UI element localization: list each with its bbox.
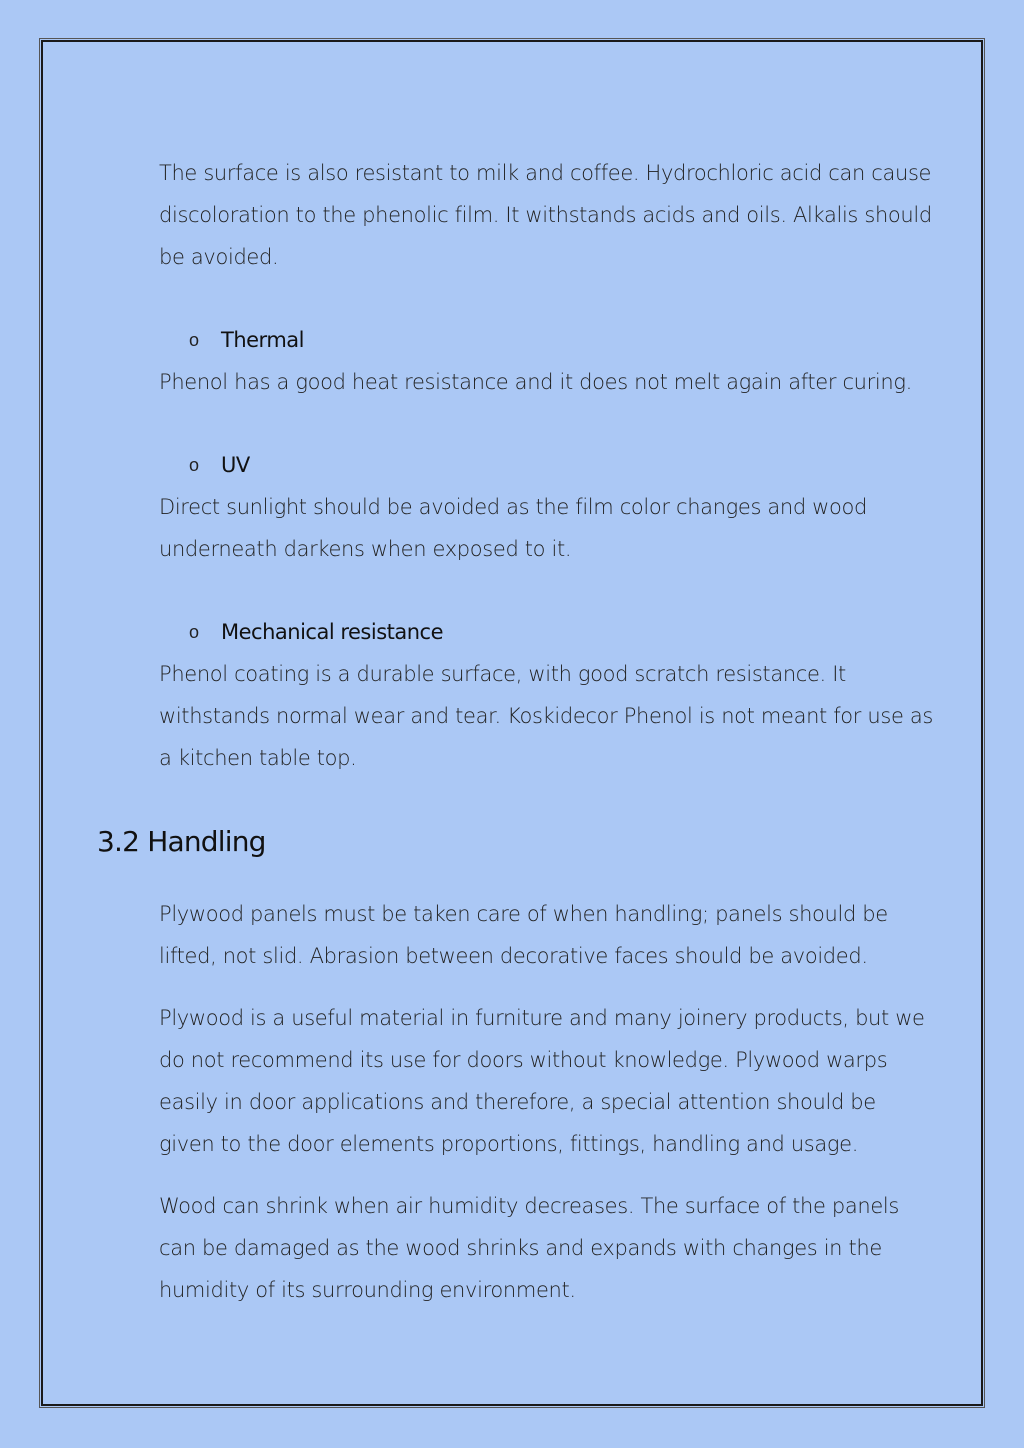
bullet-icon: o xyxy=(189,454,199,475)
uv-paragraph: Direct sunlight should be avoided as the film color changes and wood underneath darkens when exposed to it. xyxy=(159,495,867,561)
bullet-icon: o xyxy=(189,329,199,350)
handling-paragraph-3: Wood can shrink when air humidity decreases. The surface of the panels can be damaged as the wood shrinks and expands with changes in the humidity of its surrounding environment. xyxy=(159,1194,900,1302)
handling-section xyxy=(159,893,934,1311)
handling-paragraph-1: Plywood panels must be taken care of when handling; panels should be lifted, not slid. Abrasion between decorative faces should be avoided. xyxy=(159,902,888,968)
intro-paragraph: The surface is also resistant to milk and coffee. Hydrochloric acid can cause discoloration to the phenolic film. It withstands acids and oils. Alkalis should be avoided. xyxy=(159,161,932,269)
handling-paragraph-2: Plywood is a useful material in furniture and many joinery products, but we do not recommend its use for doors without knowledge. Plywood warps easily in door applications and therefore, a special attention should be given to the door elements proportions, fittings, handling and usage. xyxy=(159,1006,925,1156)
subheading-thermal xyxy=(189,319,934,361)
subheading-label: UV xyxy=(221,453,250,477)
section-heading-handling: 3.2 Handling xyxy=(97,825,266,858)
subheading-label: Mechanical resistance xyxy=(221,620,444,644)
properties-section xyxy=(159,152,934,779)
subheading-uv xyxy=(189,444,934,486)
thermal-paragraph: Phenol has a good heat resistance and it does not melt again after curing. xyxy=(159,370,912,394)
subheading-label: Thermal xyxy=(221,328,304,352)
bullet-icon: o xyxy=(189,621,199,642)
subheading-mechanical-resistance xyxy=(189,611,934,653)
mechanical-paragraph: Phenol coating is a durable surface, with good scratch resistance. It withstands normal wear and tear. Koskidecor Phenol is not meant for use as a kitchen table top. xyxy=(159,662,933,770)
